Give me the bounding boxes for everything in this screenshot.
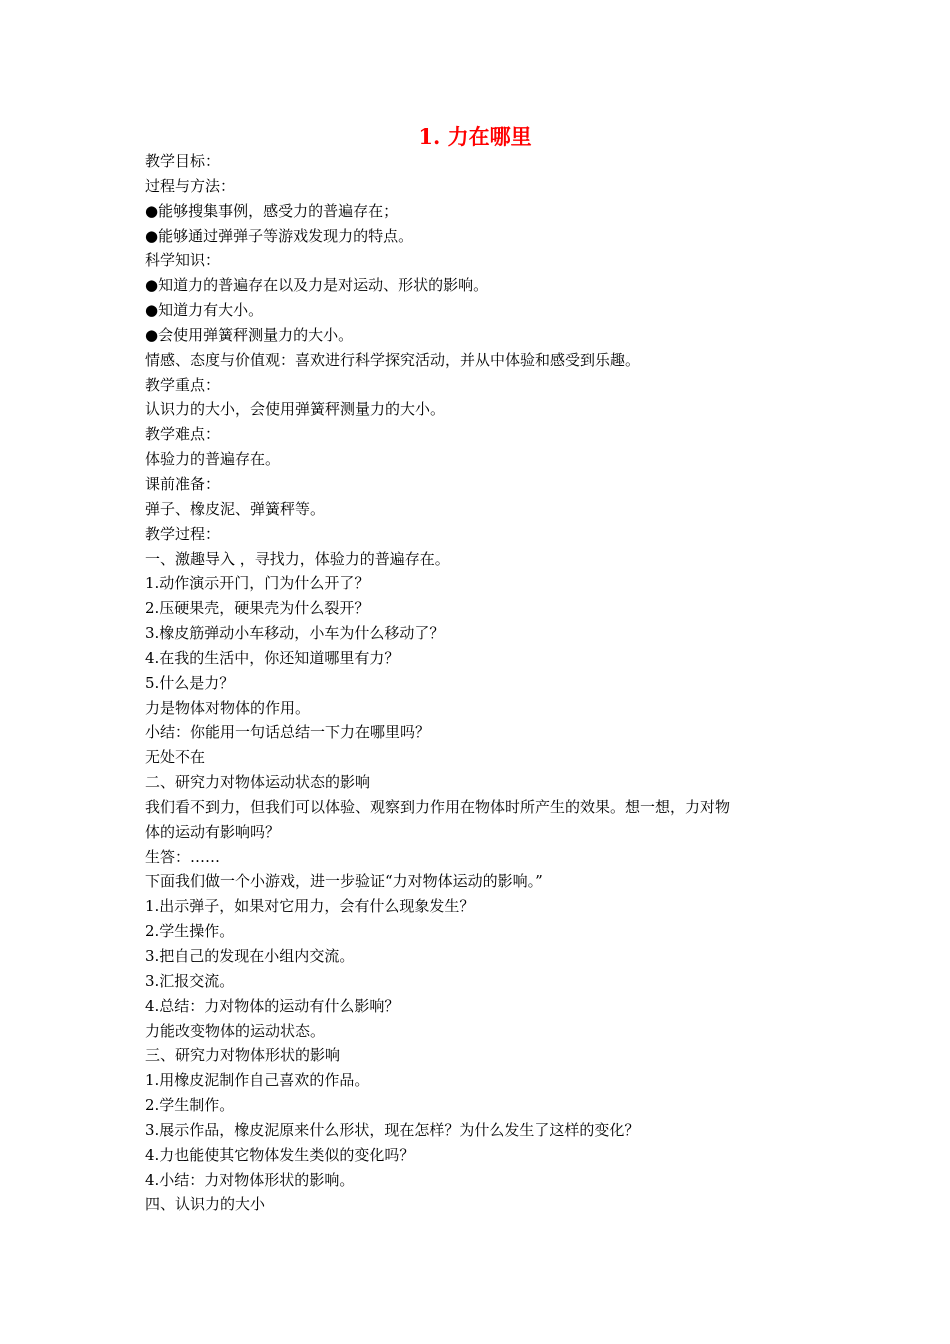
text-line: 1.用橡皮泥制作自己喜欢的作品。	[145, 1071, 370, 1090]
document-body	[145, 149, 810, 1217]
text-line: 力是物体对物体的作用。	[145, 698, 311, 717]
page-title: 1. 力在哪里	[418, 124, 532, 149]
text-line: 下面我们做一个小游戏，进一步验证“力对物体运动的影响。”	[145, 872, 543, 891]
text-line: 1.出示弹子，如果对它用力，会有什么现象发生？	[145, 897, 475, 916]
text-line: ●能够通过弹弹子等游戏发现力的特点。	[145, 226, 414, 245]
text-line: 体的运动有影响吗？	[145, 822, 281, 841]
text-line: 教学重点：	[145, 375, 221, 394]
text-line: 情感、态度与价值观：喜欢进行科学探究活动，并从中体验和感受到乐趣。	[145, 350, 641, 369]
text-line: ●知道力有大小。	[145, 301, 264, 320]
text-line: ●能够搜集事例，感受力的普遍存在；	[145, 201, 399, 220]
text-line: 4.力也能使其它物体发生类似的变化吗？	[145, 1145, 415, 1164]
text-line: 3.汇报交流。	[145, 971, 235, 990]
text-line: 三、研究力对物体形状的影响	[145, 1046, 341, 1065]
text-line: 一、激趣导入 ，寻找力，体验力的普遍存在。	[145, 549, 450, 568]
text-line: 教学目标：	[145, 152, 221, 170]
text-line: 2.学生操作。	[145, 922, 235, 941]
text-line: 小结：你能用一句话总结一下力在哪里吗？	[145, 723, 431, 742]
text-line: 3.橡皮筋弹动小车移动，小车为什么移动了？	[145, 624, 445, 643]
text-line: 无处不在	[145, 748, 206, 767]
text-line: 教学过程：	[145, 524, 221, 543]
text-line: ●知道力的普遍存在以及力是对运动、形状的影响。	[145, 276, 489, 295]
text-line: 课前准备：	[145, 474, 221, 493]
text-line: 力能改变物体的运动状态。	[145, 1021, 326, 1040]
text-line: 弹子、橡皮泥、弹簧秤等。	[145, 499, 326, 518]
text-line: 体验力的普遍存在。	[145, 450, 281, 469]
text-line: 二、研究力对物体运动状态的影响	[145, 773, 371, 792]
text-line: 4.总结：力对物体的运动有什么影响？	[145, 996, 400, 1015]
text-line: 生答：……	[145, 847, 221, 866]
text-line: 2.压硬果壳，硬果壳为什么裂开？	[145, 599, 370, 618]
text-line: 3.把自己的发现在小组内交流。	[145, 947, 355, 965]
text-line: 4.小结：力对物体形状的影响。	[145, 1170, 355, 1189]
text-line: 3.展示作品，橡皮泥原来什么形状，现在怎样？为什么发生了这样的变化？	[145, 1120, 640, 1139]
text-line: ●会使用弹簧秤测量力的大小。	[145, 325, 354, 344]
text-line: 1.动作演示开门，门为什么开了？	[145, 574, 370, 593]
text-line: 科学知识：	[145, 251, 221, 270]
text-line: 四、认识力的大小	[145, 1195, 266, 1214]
text-line: 5.什么是力？	[145, 673, 235, 692]
text-line: 认识力的大小，会使用弹簧秤测量力的大小。	[145, 400, 446, 419]
text-line: 4.在我的生活中，你还知道哪里有力？	[145, 648, 400, 667]
text-line: 2.学生制作。	[145, 1096, 235, 1115]
text-line: 过程与方法：	[145, 176, 236, 195]
text-line: 我们看不到力，但我们可以体验、观察到力作用在物体时所产生的效果。想一想，力对物	[145, 797, 731, 816]
text-line: 教学难点：	[145, 425, 221, 444]
